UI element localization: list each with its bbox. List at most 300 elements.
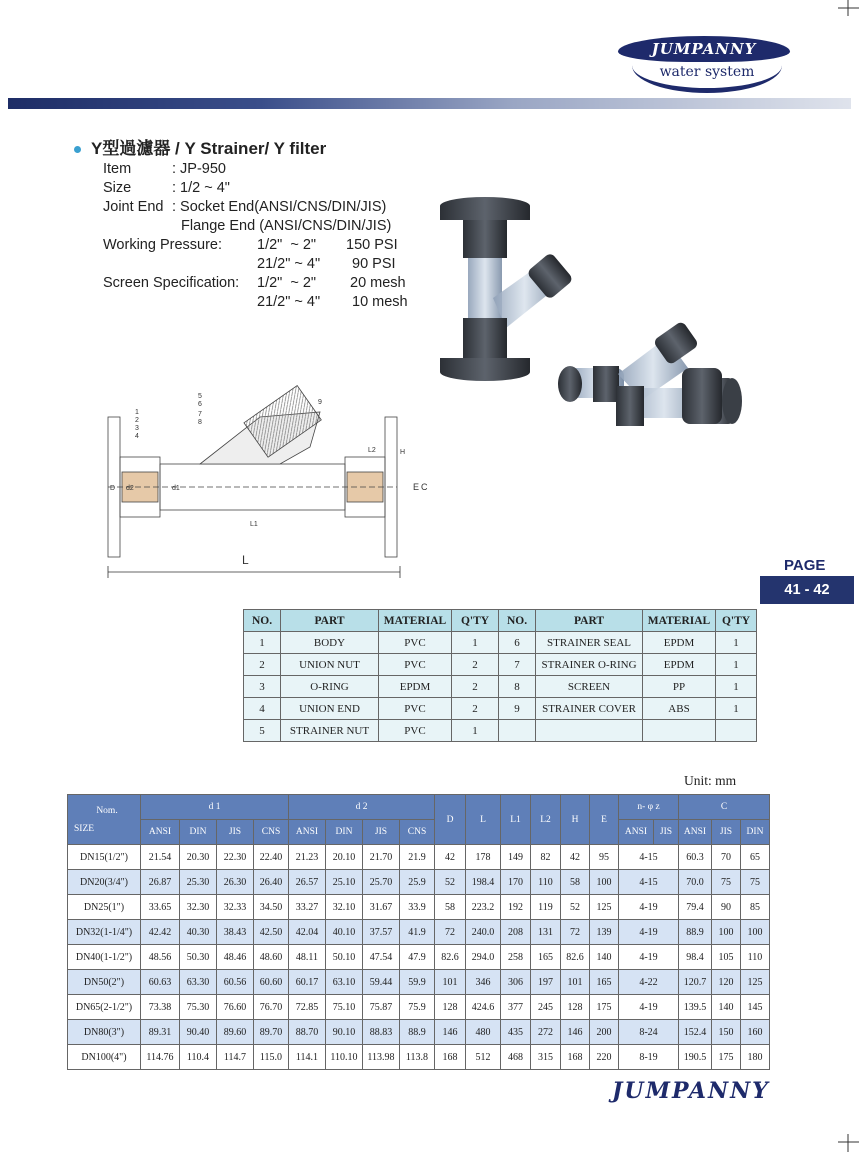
dimension-table-cell: 101 <box>561 970 590 995</box>
dimension-table-cell: 114.76 <box>141 1045 180 1070</box>
dimension-table-cell: 140 <box>712 995 741 1020</box>
dimension-table-cell: 100 <box>741 920 770 945</box>
drawing-label-6: 6 <box>198 401 202 408</box>
drawing-label-d1: d1 <box>172 485 180 492</box>
dimension-table-cell: 48.46 <box>217 945 254 970</box>
dimension-table-cell: 190.5 <box>679 1045 712 1070</box>
dimension-table-cell: 63.10 <box>326 970 363 995</box>
dimension-size-cell: DN15(1/2") <box>68 845 141 870</box>
parts-table-cell: 1 <box>716 632 757 654</box>
dimension-table-cell: 25.9 <box>400 870 435 895</box>
dimension-table-cell: 377 <box>501 995 531 1020</box>
parts-table-cell: 1 <box>452 632 499 654</box>
parts-table-cell: UNION END <box>281 698 379 720</box>
dimension-table-row <box>68 995 770 1020</box>
drawing-label-L: L <box>242 553 249 567</box>
dimension-table-cell: 150 <box>712 1020 741 1045</box>
dimension-table-cell: 100 <box>590 870 619 895</box>
dimension-sub-header: DIN <box>741 820 770 845</box>
dimension-table-cell: 73.38 <box>141 995 180 1020</box>
dimension-table-cell: 26.87 <box>141 870 180 895</box>
dimension-table-cell: 180 <box>741 1045 770 1070</box>
dimension-table-cell: 8-24 <box>619 1020 679 1045</box>
dimension-table-cell: 58 <box>561 870 590 895</box>
dimension-table-cell: 72.85 <box>289 995 326 1020</box>
dimension-table-cell: 168 <box>561 1045 590 1070</box>
dimension-table-cell: 90.40 <box>180 1020 217 1045</box>
dimension-table-cell: 40.30 <box>180 920 217 945</box>
dimension-table-cell: 4-19 <box>619 895 679 920</box>
drawing-label-E: E <box>413 482 420 492</box>
dimension-table-cell: 90.10 <box>326 1020 363 1045</box>
dimension-table-cell: 79.4 <box>679 895 712 920</box>
dimension-table-cell: 128 <box>561 995 590 1020</box>
dimension-table-row <box>68 895 770 920</box>
dimension-table-cell: 139.5 <box>679 995 712 1020</box>
dimension-table-cell: 20.10 <box>326 845 363 870</box>
dimension-table-cell: 192 <box>501 895 531 920</box>
dimension-table-cell: 38.43 <box>217 920 254 945</box>
dimension-size-cell: DN32(1-1/4") <box>68 920 141 945</box>
dimension-table-cell: 98.4 <box>679 945 712 970</box>
drawing-label-D: D <box>110 485 116 492</box>
dimension-table-cell: 110 <box>741 945 770 970</box>
unit-label: Unit: mm <box>684 773 737 788</box>
dimension-header-n: n- φ z <box>619 795 679 820</box>
drawing-label-d2: d2 <box>126 485 134 492</box>
parts-table-cell: 5 <box>244 720 281 742</box>
dimension-table-cell: 52 <box>435 870 466 895</box>
parts-table-cell: 1 <box>716 698 757 720</box>
dimension-header-L: L <box>466 795 501 845</box>
dimension-table-cell: 294.0 <box>466 945 501 970</box>
dimension-table-cell: 110.4 <box>180 1045 217 1070</box>
dimension-group-header-row <box>68 795 770 820</box>
dimension-header-C: C <box>679 795 770 820</box>
dimension-header-nom-size <box>68 795 141 845</box>
dimension-table-cell: 88.9 <box>679 920 712 945</box>
drawing-label-7: 7 <box>198 411 202 418</box>
dimension-sub-header: JIS <box>363 820 400 845</box>
dimension-table-cell: 75.9 <box>400 995 435 1020</box>
dimension-table-row <box>68 970 770 995</box>
dimension-table-cell: 468 <box>501 1045 531 1070</box>
page-label: PAGE <box>784 557 826 574</box>
parts-table-cell: ABS <box>643 698 716 720</box>
dimension-table-cell: 63.30 <box>180 970 217 995</box>
dimension-table-cell: 119 <box>531 895 561 920</box>
dimension-sub-header: DIN <box>180 820 217 845</box>
dimension-table-cell: 114.7 <box>217 1045 254 1070</box>
drawing-label-2: 2 <box>135 417 139 424</box>
dimension-table-row <box>68 870 770 895</box>
dimension-table-cell: 512 <box>466 1045 501 1070</box>
dimension-table-cell: 131 <box>531 920 561 945</box>
dimension-table-cell: 60.60 <box>254 970 289 995</box>
dimension-table-cell: 60.17 <box>289 970 326 995</box>
dimension-table-cell: 48.56 <box>141 945 180 970</box>
dimension-table-cell: 25.10 <box>326 870 363 895</box>
dimension-table-cell: 60.56 <box>217 970 254 995</box>
brand-logo-bottom <box>632 60 782 93</box>
dimension-table-cell: 89.60 <box>217 1020 254 1045</box>
parts-table-cell: 2 <box>452 654 499 676</box>
dimension-table-cell: 42.42 <box>141 920 180 945</box>
dimension-table-row <box>68 1045 770 1070</box>
drawing-label-4: 4 <box>135 433 139 440</box>
parts-header-qty: Q'TY <box>452 610 499 632</box>
dimension-table-cell: 160 <box>741 1020 770 1045</box>
dimension-table-cell: 165 <box>590 970 619 995</box>
dimension-table-cell: 101 <box>435 970 466 995</box>
parts-table-cell: 7 <box>499 654 536 676</box>
dimension-table-cell: 95 <box>590 845 619 870</box>
parts-table-cell: EPDM <box>379 676 452 698</box>
dimension-sub-header-row <box>68 820 770 845</box>
dimension-table-cell: 60.63 <box>141 970 180 995</box>
dimension-table-cell: 22.30 <box>217 845 254 870</box>
spec-joint-value-2: Flange End (ANSI/CNS/DIN/JIS) <box>181 218 392 234</box>
dimension-table-cell: 33.9 <box>400 895 435 920</box>
parts-table-cell: 2 <box>452 676 499 698</box>
dimension-table-cell: 114.1 <box>289 1045 326 1070</box>
parts-table-cell: STRAINER COVER <box>536 698 643 720</box>
dimension-table <box>67 794 770 1070</box>
dimension-table-cell: 31.67 <box>363 895 400 920</box>
dimension-table-cell: 26.57 <box>289 870 326 895</box>
dimension-table-cell: 85 <box>741 895 770 920</box>
parts-table-cell: UNION NUT <box>281 654 379 676</box>
drawing-label-1: 1 <box>135 409 139 416</box>
dimension-sub-header: JIS <box>217 820 254 845</box>
dimension-table-cell: 70.0 <box>679 870 712 895</box>
parts-header-no-2: NO. <box>499 610 536 632</box>
crop-mark-bottom-right <box>838 1134 859 1152</box>
dimension-table-cell: 21.23 <box>289 845 326 870</box>
parts-header-row <box>244 610 757 632</box>
dimension-table-cell: 258 <box>501 945 531 970</box>
dimension-sub-header: DIN <box>326 820 363 845</box>
dimension-table-cell: 70 <box>712 845 741 870</box>
dimension-table-cell: 88.9 <box>400 1020 435 1045</box>
drawing-label-8: 8 <box>198 419 202 426</box>
dimension-table-row <box>68 1020 770 1045</box>
dimension-table-cell: 120 <box>712 970 741 995</box>
parts-table-cell: 1 <box>452 720 499 742</box>
dimension-table-cell: 42.50 <box>254 920 289 945</box>
dimension-header-L1: L1 <box>501 795 531 845</box>
footer-logo: JUMPANNY <box>612 1078 770 1104</box>
dimension-table-cell: 25.70 <box>363 870 400 895</box>
dimension-table-cell: 168 <box>435 1045 466 1070</box>
dimension-table-cell: 272 <box>531 1020 561 1045</box>
dimension-table-cell: 140 <box>590 945 619 970</box>
product-title <box>74 134 326 159</box>
dimension-table-cell: 60.3 <box>679 845 712 870</box>
dimension-table-cell: 58 <box>435 895 466 920</box>
dimension-sub-header: ANSI <box>679 820 712 845</box>
dimension-table-cell: 200 <box>590 1020 619 1045</box>
dimension-table-cell: 178 <box>466 845 501 870</box>
parts-header-qty-2: Q'TY <box>716 610 757 632</box>
dimension-table-cell: 42.04 <box>289 920 326 945</box>
parts-table-cell: BODY <box>281 632 379 654</box>
dimension-table-cell: 25.30 <box>180 870 217 895</box>
parts-table-cell <box>499 720 536 742</box>
dimension-table-cell: 52 <box>561 895 590 920</box>
dimension-table-cell: 59.9 <box>400 970 435 995</box>
dimension-size-cell: DN40(1-1/2") <box>68 945 141 970</box>
dimension-table-cell: 50.30 <box>180 945 217 970</box>
parts-table-cell: PVC <box>379 654 452 676</box>
dimension-table-cell: 245 <box>531 995 561 1020</box>
dimension-header-d2: d 2 <box>289 795 435 820</box>
spec-pressure-label: Working Pressure: <box>103 237 222 253</box>
spec-joint-value-1: : Socket End(ANSI/CNS/DIN/JIS) <box>172 199 387 215</box>
dimension-table-cell: 20.30 <box>180 845 217 870</box>
brand-logo <box>618 36 790 92</box>
spec-pressure-value-1: 150 PSI <box>346 237 398 253</box>
page-number: 41 - 42 <box>760 576 854 604</box>
dimension-sub-header: CNS <box>254 820 289 845</box>
parts-table-row <box>244 632 757 654</box>
spec-joint-label: Joint End <box>103 199 164 215</box>
dimension-sub-header: JIS <box>712 820 741 845</box>
parts-table-cell: PVC <box>379 698 452 720</box>
dimension-header-d1: d 1 <box>141 795 289 820</box>
drawing-label-3: 3 <box>135 425 139 432</box>
dimension-sub-header: JIS <box>654 820 679 845</box>
spec-screen-range-1: 1/2" ~ 2" <box>257 275 317 291</box>
spec-item-value: : JP-950 <box>172 161 226 177</box>
dimension-table-cell: 42 <box>561 845 590 870</box>
dimension-table-cell: 32.33 <box>217 895 254 920</box>
spec-screen-range-2: 21/2" ~ 4" <box>257 294 321 310</box>
parts-table-cell: PVC <box>379 720 452 742</box>
dimension-table-cell: 75 <box>712 870 741 895</box>
dimension-table-cell: 72 <box>435 920 466 945</box>
parts-table-cell: EPDM <box>643 654 716 676</box>
dimension-table-cell: 4-15 <box>619 870 679 895</box>
parts-table-cell: 9 <box>499 698 536 720</box>
dimension-table-cell: 33.65 <box>141 895 180 920</box>
parts-table-cell: 2 <box>452 698 499 720</box>
dimension-table-cell: 32.10 <box>326 895 363 920</box>
drawing-label-5: 5 <box>198 393 202 400</box>
parts-table-cell: 2 <box>244 654 281 676</box>
parts-table-cell <box>643 720 716 742</box>
parts-table-cell: SCREEN <box>536 676 643 698</box>
dimension-table-cell: 21.9 <box>400 845 435 870</box>
dimension-table-cell: 4-19 <box>619 945 679 970</box>
dimension-table-cell: 170 <box>501 870 531 895</box>
dimension-size-cell: DN25(1") <box>68 895 141 920</box>
dimension-header-E: E <box>590 795 619 845</box>
dimension-table-cell: 26.40 <box>254 870 289 895</box>
crop-mark-top-right <box>838 0 859 16</box>
parts-table-cell: 1 <box>244 632 281 654</box>
dimension-table-cell: 34.50 <box>254 895 289 920</box>
parts-table <box>243 609 757 742</box>
dimension-sub-header: ANSI <box>619 820 654 845</box>
dimension-sub-header: ANSI <box>289 820 326 845</box>
brand-tagline: water system <box>659 64 755 80</box>
product-title-text: Y型過濾器 / Y Strainer/ Y filter <box>91 139 327 158</box>
dimension-table-cell: 223.2 <box>466 895 501 920</box>
parts-header-part: PART <box>281 610 379 632</box>
dimension-table-cell: 110 <box>531 870 561 895</box>
bullet-icon <box>74 146 81 153</box>
dimension-size-cell: DN20(3/4") <box>68 870 141 895</box>
dimension-table-cell: 88.83 <box>363 1020 400 1045</box>
dimension-table-row <box>68 845 770 870</box>
dimension-table-cell: 50.10 <box>326 945 363 970</box>
dimension-table-cell: 175 <box>712 1045 741 1070</box>
dimension-table-cell: 125 <box>590 895 619 920</box>
spec-screen-value-2: 10 mesh <box>352 294 408 310</box>
dimension-table-cell: 47.54 <box>363 945 400 970</box>
spec-screen-label: Screen Specification: <box>103 275 240 291</box>
dimension-table-cell: 4-19 <box>619 995 679 1020</box>
dimension-table-cell: 82.6 <box>435 945 466 970</box>
dimension-table-cell: 115.0 <box>254 1045 289 1070</box>
dimension-table-cell: 113.98 <box>363 1045 400 1070</box>
dimension-table-cell: 220 <box>590 1045 619 1070</box>
dimension-table-cell: 37.57 <box>363 920 400 945</box>
dimension-table-cell: 146 <box>435 1020 466 1045</box>
dimension-table-cell: 82 <box>531 845 561 870</box>
dimension-header-H: H <box>561 795 590 845</box>
dimension-table-cell: 59.44 <box>363 970 400 995</box>
dimension-table-cell: 120.7 <box>679 970 712 995</box>
dimension-table-cell: 82.6 <box>561 945 590 970</box>
brand-logo-top <box>618 36 790 62</box>
parts-table-cell: STRAINER NUT <box>281 720 379 742</box>
dimension-header-L2: L2 <box>531 795 561 845</box>
header-bar <box>8 98 851 109</box>
parts-table-body <box>244 632 757 742</box>
dimension-table-cell: 315 <box>531 1045 561 1070</box>
dimension-table-cell: 110.10 <box>326 1045 363 1070</box>
drawing-label-L1: L1 <box>250 521 258 528</box>
parts-table-row <box>244 654 757 676</box>
dimension-table-cell: 424.6 <box>466 995 501 1020</box>
dimension-header-nom: Nom. <box>96 805 118 816</box>
dimension-table-cell: 90 <box>712 895 741 920</box>
dimension-sub-header: ANSI <box>141 820 180 845</box>
dimension-table-body <box>68 845 770 1070</box>
dimension-sub-header: CNS <box>400 820 435 845</box>
drawing-label-9: 9 <box>318 399 322 406</box>
technical-drawing <box>100 392 428 587</box>
parts-table-cell: 1 <box>716 676 757 698</box>
dimension-table-cell: 4-15 <box>619 845 679 870</box>
parts-table-cell: 3 <box>244 676 281 698</box>
dimension-size-cell: DN100(4") <box>68 1045 141 1070</box>
dimension-table-cell: 75 <box>741 870 770 895</box>
dimension-header-D: D <box>435 795 466 845</box>
dimension-table-cell: 26.30 <box>217 870 254 895</box>
spec-pressure-range-2: 21/2" ~ 4" <box>257 256 321 272</box>
parts-table-cell: 6 <box>499 632 536 654</box>
spec-size-label: Size <box>103 180 132 196</box>
dimension-table-cell: 32.30 <box>180 895 217 920</box>
dimension-table-cell: 48.11 <box>289 945 326 970</box>
dimension-table-cell: 75.87 <box>363 995 400 1020</box>
dimension-table-cell: 113.8 <box>400 1045 435 1070</box>
dimension-table-cell: 165 <box>531 945 561 970</box>
dimension-table-cell: 198.4 <box>466 870 501 895</box>
dimension-table-cell: 33.27 <box>289 895 326 920</box>
brand-name: JUMPANNY <box>651 40 757 58</box>
parts-table-cell <box>716 720 757 742</box>
dimension-table-cell: 435 <box>501 1020 531 1045</box>
dimension-table-cell: 88.70 <box>289 1020 326 1045</box>
parts-table-cell: STRAINER O-RING <box>536 654 643 676</box>
parts-table-row <box>244 676 757 698</box>
dimension-table-cell: 41.9 <box>400 920 435 945</box>
dimension-table-cell: 346 <box>466 970 501 995</box>
parts-header-material-2: MATERIAL <box>643 610 716 632</box>
dimension-table-cell: 21.54 <box>141 845 180 870</box>
spec-screen-value-1: 20 mesh <box>350 275 406 291</box>
parts-table-cell: 4 <box>244 698 281 720</box>
dimension-table-cell: 48.60 <box>254 945 289 970</box>
parts-table-cell: 1 <box>716 654 757 676</box>
dimension-size-cell: DN80(3") <box>68 1020 141 1045</box>
parts-table-cell: PP <box>643 676 716 698</box>
dimension-header-size: SIZE <box>74 823 95 834</box>
dimension-size-cell: DN50(2") <box>68 970 141 995</box>
drawing-label-H: H <box>400 449 406 456</box>
dimension-table-row <box>68 920 770 945</box>
dimension-table-cell: 75.10 <box>326 995 363 1020</box>
parts-header-part-2: PART <box>536 610 643 632</box>
spec-size-value: : 1/2 ~ 4" <box>172 180 230 196</box>
dimension-table-cell: 76.60 <box>217 995 254 1020</box>
parts-table-cell: O-RING <box>281 676 379 698</box>
dimension-table-cell: 22.40 <box>254 845 289 870</box>
dimension-table-cell: 208 <box>501 920 531 945</box>
parts-header-material: MATERIAL <box>379 610 452 632</box>
dimension-table-cell: 175 <box>590 995 619 1020</box>
parts-table-cell: EPDM <box>643 632 716 654</box>
parts-table-cell <box>536 720 643 742</box>
dimension-table-cell: 47.9 <box>400 945 435 970</box>
parts-table-cell: STRAINER SEAL <box>536 632 643 654</box>
dimension-table-cell: 125 <box>741 970 770 995</box>
dimension-table-cell: 42 <box>435 845 466 870</box>
parts-table-cell: PVC <box>379 632 452 654</box>
dimension-table-cell: 4-22 <box>619 970 679 995</box>
dimension-table-cell: 72 <box>561 920 590 945</box>
dimension-table-cell: 145 <box>741 995 770 1020</box>
parts-header-no: NO. <box>244 610 281 632</box>
parts-table-row <box>244 698 757 720</box>
dimension-table-cell: 197 <box>531 970 561 995</box>
dimension-table-cell: 89.31 <box>141 1020 180 1045</box>
dimension-table-cell: 149 <box>501 845 531 870</box>
parts-table-row <box>244 720 757 742</box>
dimension-table-cell: 100 <box>712 920 741 945</box>
dimension-table-cell: 139 <box>590 920 619 945</box>
dimension-table-cell: 76.70 <box>254 995 289 1020</box>
parts-table-cell: 8 <box>499 676 536 698</box>
product-photo <box>438 188 758 444</box>
dimension-table-cell: 8-19 <box>619 1045 679 1070</box>
dimension-table-cell: 146 <box>561 1020 590 1045</box>
dimension-table-cell: 75.30 <box>180 995 217 1020</box>
